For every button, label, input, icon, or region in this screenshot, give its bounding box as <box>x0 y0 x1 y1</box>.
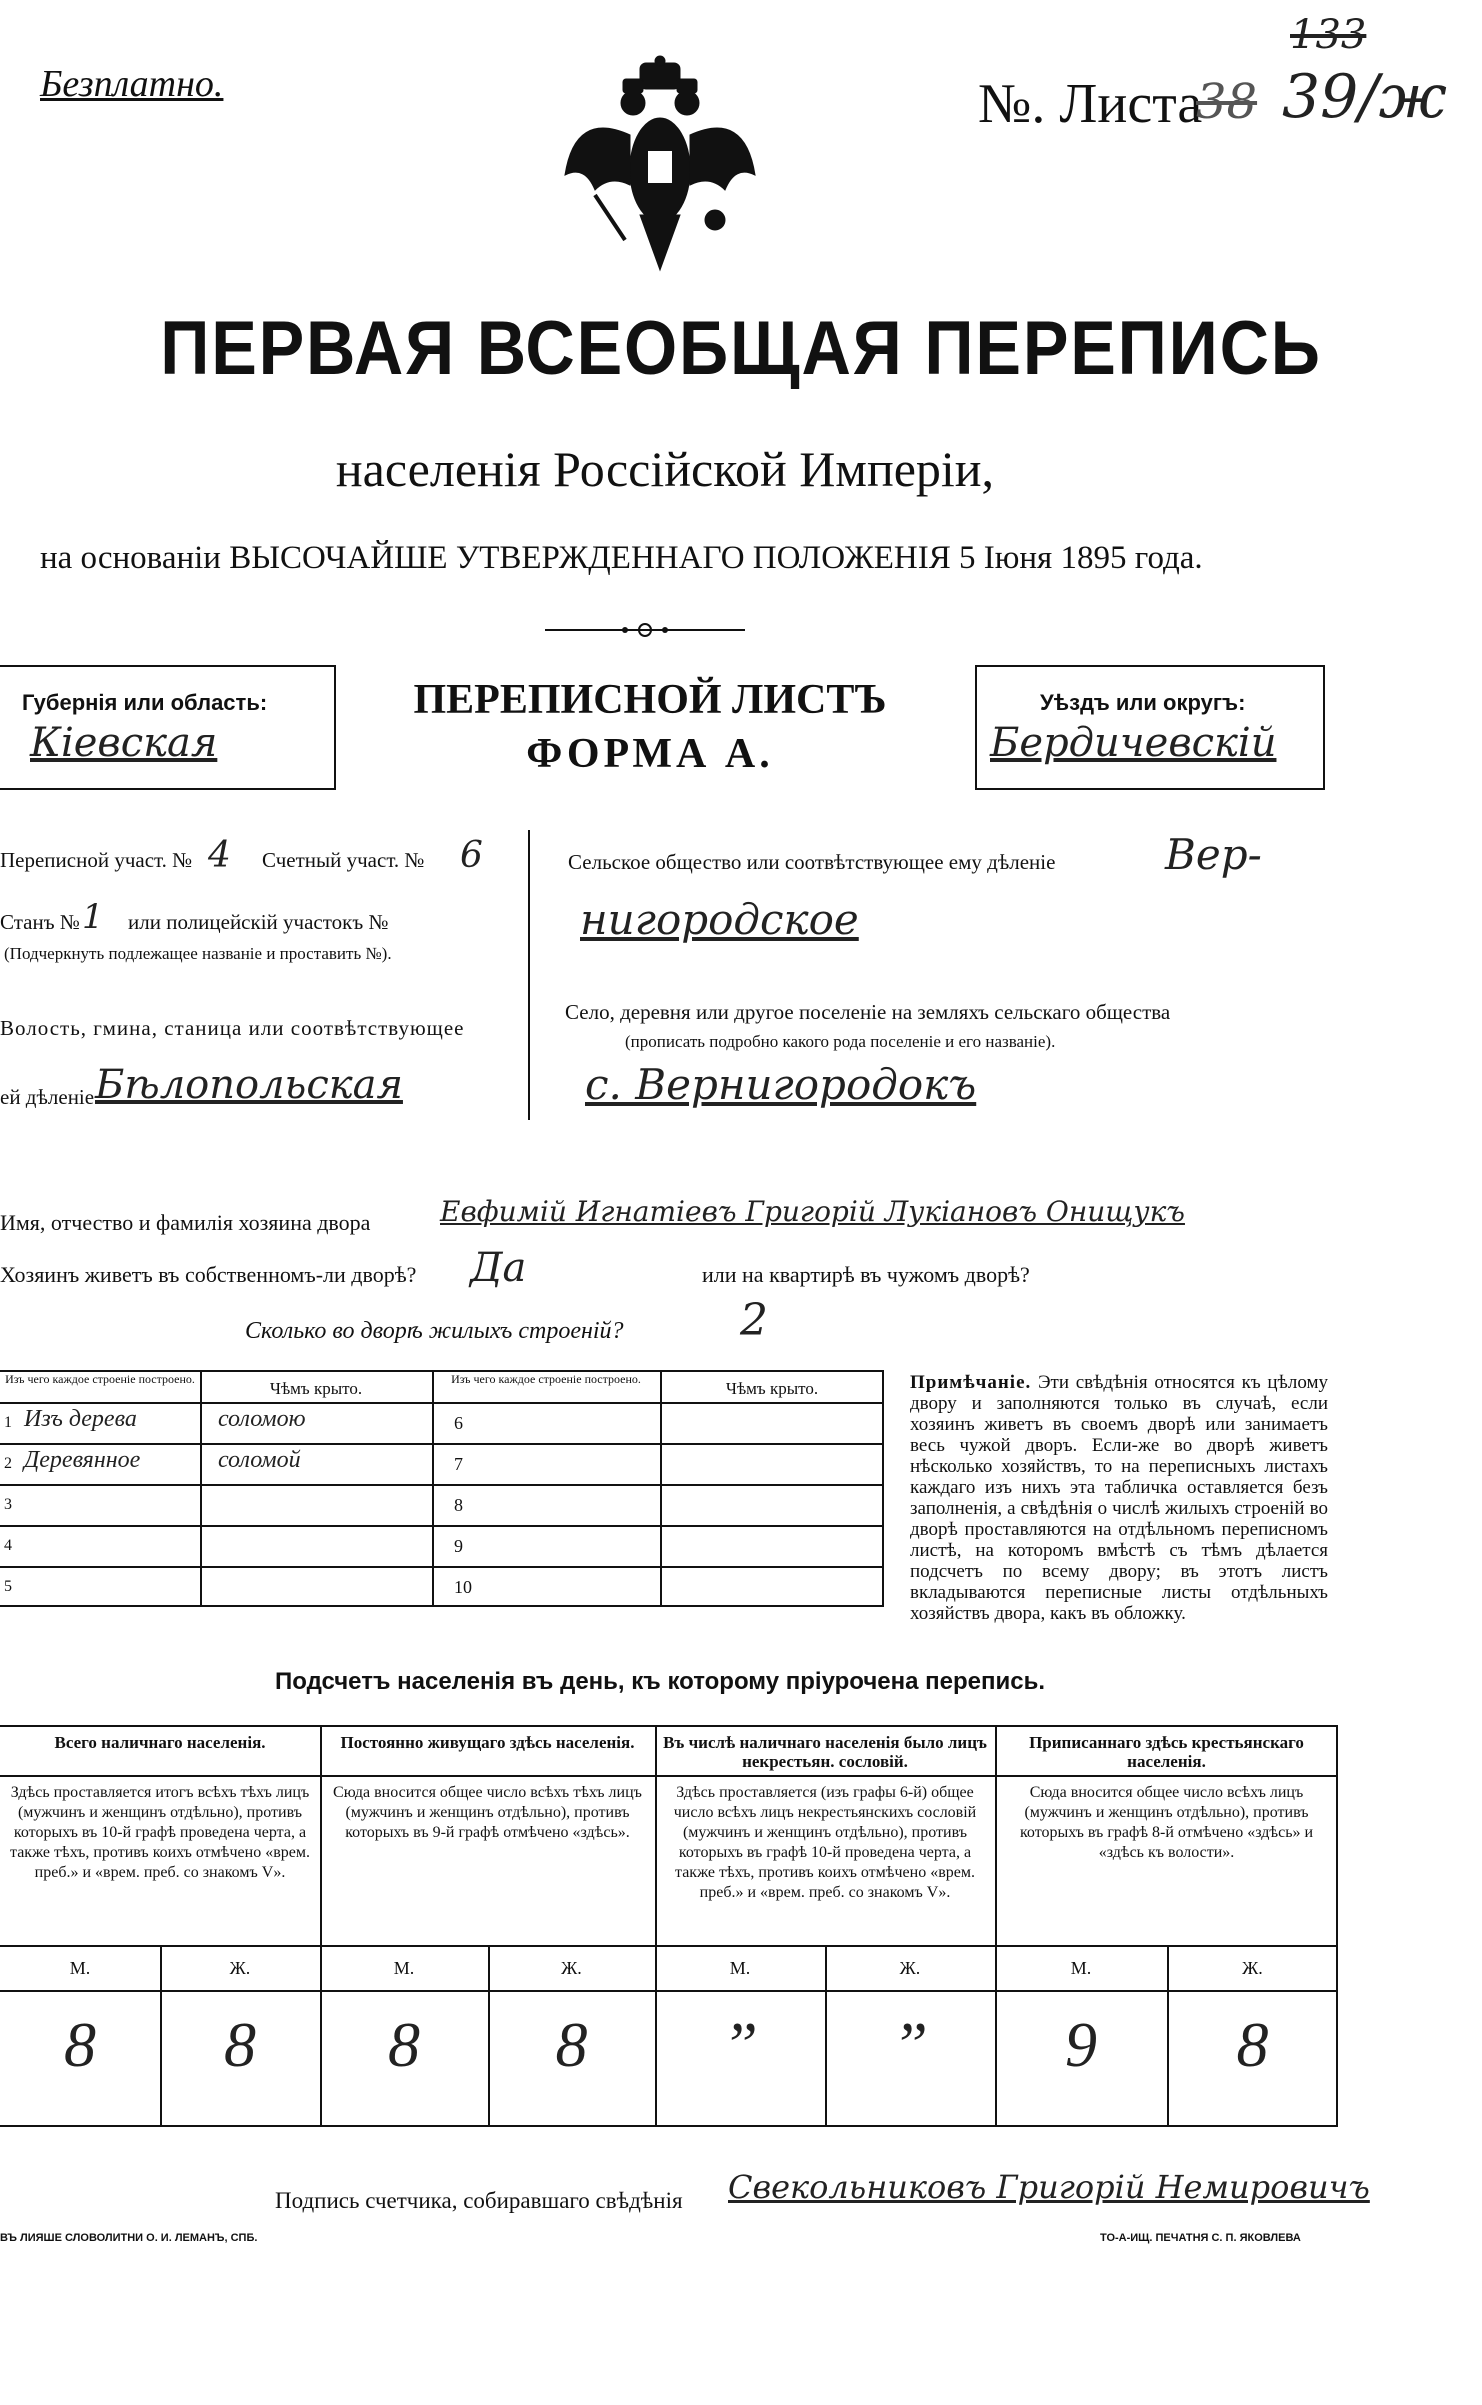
owner-name-value[interactable]: Евфимій Игнатіевъ Григорій Лукіановъ Онищукъ <box>440 1195 1185 1228</box>
free-label: Безплатно. <box>40 63 224 105</box>
gubernia-label: Губернія или область: <box>22 690 268 715</box>
population-col-desc: Сюда вносится общее число всѣхъ лицъ (мужчинъ и женщинъ отдѣльно), противъ которыхъ въ графѣ 8-й отмѣчено «здѣсь» и «здѣсь къ волости». <box>1019 1784 1314 1861</box>
census-section-value[interactable]: 4 <box>208 835 231 876</box>
sheet-number-value: 39/ж <box>1282 62 1447 132</box>
population-male-label: М. <box>1070 1958 1092 1978</box>
population-male-value[interactable]: 8 <box>388 2009 420 2080</box>
printer-left: ВЪ ЛИЯШЕ СЛОВОЛИТНИ О. И. ЛЕМАНЪ, СПБ. <box>0 2232 258 2244</box>
population-col-desc: Здѣсь проставляется (изъ графы 6-й) общее число всѣхъ лицъ некрестьянскихъ сословій (мужчинъ и женщинъ отдѣльно), противъ которыхъ въ графѣ 10-й проведена черта, а также тѣхъ, противъ коихъ отмѣчено «врем. преб.» и «врем. преб. со знакомъ V». <box>673 1784 977 1901</box>
stan-label: Станъ № <box>0 910 80 934</box>
remark-head: Примѣчаніе. <box>910 1372 1032 1393</box>
population-male-value[interactable]: ” <box>722 2009 758 2080</box>
population-male-label: М. <box>69 1958 91 1978</box>
population-female-label: Ж. <box>561 1958 582 1978</box>
village-value[interactable]: с. Вернигородокъ <box>585 1060 977 1109</box>
column-divider <box>528 830 530 1120</box>
buildings-count-label: Сколько во дворѣ жилыхъ строеній? <box>245 1318 624 1344</box>
archive-number: 133 <box>1290 12 1367 58</box>
population-col-head: Приписаннаго здѣсь крестьянскаго населенія. <box>1029 1733 1304 1771</box>
owner-own-yard-label: Хозяинъ живетъ въ собственномъ-ли дворѣ? <box>0 1262 417 1287</box>
population-female-label: Ж. <box>899 1958 921 1978</box>
population-col-desc: Сюда вносится общее число всѣхъ тѣхъ лицъ (мужчинъ и женщинъ отдѣльно), противъ которыхъ въ 9-й графѣ отмѣчено «здѣсь». <box>333 1784 642 1841</box>
stan-value[interactable]: 1 <box>82 897 104 937</box>
subtitle: населенія Россійской Имперіи, <box>335 441 995 497</box>
owner-name-label: Имя, отчество и фамилія хозяина двора <box>0 1210 371 1235</box>
village-note: (прописать подробно какого рода поселеніе и его названіе). <box>625 1032 1056 1051</box>
uezd-label: Уѣздъ или округъ: <box>1040 690 1246 715</box>
building-row-number: 3 <box>4 1496 12 1513</box>
population-male-value[interactable]: 8 <box>64 2009 96 2080</box>
volost-value[interactable]: Бѣлопольская <box>95 1062 403 1108</box>
police-label: или полицейскій участокъ № <box>128 910 389 934</box>
population-male-label: М. <box>393 1958 415 1978</box>
building-row-number-right: 8 <box>454 1495 463 1515</box>
population-female-value[interactable]: 8 <box>1236 2009 1269 2080</box>
building-roof[interactable]: соломой <box>218 1447 301 1473</box>
form-title: ПЕРЕПИСНОЙ ЛИСТЪ <box>413 677 887 723</box>
society-label: Сельское общество или соотвѣтствующее ему дѣленіе <box>568 850 1056 874</box>
remark <box>910 1372 1328 1624</box>
population-female-value[interactable]: ” <box>892 2009 928 2080</box>
printer-right: ТО-А-ИЩ. ПЕЧАТНЯ С. П. ЯКОВЛЕВА <box>1100 2232 1301 2244</box>
gubernia-value[interactable]: Кіевская <box>30 720 218 766</box>
underline-note: (Подчеркнуть подлежащее названіе и проставить №). <box>4 944 392 963</box>
building-row-number: 1 <box>4 1414 12 1431</box>
building-row-number-right: 6 <box>454 1413 463 1433</box>
remark-text: Эти свѣдѣнія относятся къ цѣлому двору и заполняются только въ случаѣ, если хозяинъ живетъ въ своемъ дворѣ или занимаетъ весь чужой дворъ. Если-же во дворѣ живетъ нѣсколько хозяйствъ, то на переписныхъ листахъ каждаго изъ нихъ эта табличка оставляется безъ заполненія, а свѣдѣнія о числѣ жилыхъ строеній во дворѣ проставляются на отдѣльномъ переписномъ листѣ, на которомъ вмѣстѣ съ тѣмъ дѣлается подсчетъ по всему двору; въ этотъ листъ вкладываются переписные листы отдѣльныхъ хозяйствъ двора, какъ въ обложку. <box>910 1372 1328 1624</box>
building-material[interactable]: Деревянное <box>24 1447 141 1473</box>
sheet-number-label: №. Листа <box>978 73 1203 135</box>
building-row-number-right: 10 <box>454 1577 472 1597</box>
society-value-2[interactable]: нигородское <box>580 895 859 944</box>
village-label: Село, деревня или другое поселеніе на земляхъ сельскаго общества <box>565 1000 1171 1024</box>
population-col-head: Въ числѣ наличнаго населенія было лицъ некрестьян. сословій. <box>663 1733 987 1771</box>
volost-label: Волость, гмина, станица или соотвѣтствующее <box>0 1016 465 1040</box>
buildings-material-header: Изъ чего каждое строеніе построено. <box>5 1372 195 1386</box>
population-col-head: Постоянно живущаго здѣсь населенія. <box>340 1733 635 1752</box>
count-section-label: Счетный участ. № <box>262 848 425 872</box>
building-row-number-right: 7 <box>454 1454 463 1474</box>
owner-rent-label: или на квартирѣ въ чужомъ дворѣ? <box>702 1262 1030 1287</box>
division-label: ей дѣленіе <box>0 1085 95 1109</box>
owner-own-yard-value[interactable]: Да <box>470 1245 527 1291</box>
population-col-desc: Здѣсь проставляется итогъ всѣхъ тѣхъ лицъ (мужчинъ и женщинъ отдѣльно), противъ которыхъ въ 10-й графѣ проведена черта, а также тѣхъ, противъ коихъ отмѣчено «врем. преб.» и «врем. преб. со знакомъ V». <box>10 1784 310 1881</box>
buildings-material-header-2: Изъ чего каждое строеніе построено. <box>451 1372 641 1386</box>
main-title: ПЕРВАЯ ВСЕОБЩАЯ ПЕРЕПИСЬ <box>160 306 1322 391</box>
imperial-eagle-emblem <box>555 55 765 285</box>
population-female-label: Ж. <box>229 1958 251 1978</box>
building-row-number-right: 9 <box>454 1536 463 1556</box>
sheet-number-struck: 38 <box>1196 74 1258 130</box>
uezd-value[interactable]: Бердичевскій <box>990 720 1277 766</box>
population-male-value[interactable]: 9 <box>1065 2009 1097 2080</box>
basis-line: на основаніи ВЫСОЧАЙШЕ УТВЕРЖДЕННАГО ПОЛОЖЕНІЯ 5 Іюня 1895 года. <box>40 540 1203 576</box>
buildings-count-value[interactable]: 2 <box>740 1295 768 1346</box>
building-material[interactable]: Изъ дерева <box>24 1406 137 1432</box>
signature-label: Подпись счетчика, собиравшаго свѣдѣнія <box>275 2188 683 2213</box>
population-female-value[interactable]: 8 <box>224 2009 256 2080</box>
population-male-label: М. <box>729 1958 751 1978</box>
population-female-value[interactable]: 8 <box>555 2009 588 2080</box>
population-title: Подсчетъ населенія въ день, къ которому пріурочена перепись. <box>275 1668 1045 1695</box>
buildings-roof-header-2: Чѣмъ крыто. <box>725 1379 819 1398</box>
building-row-number: 4 <box>4 1537 12 1554</box>
building-row-number: 5 <box>4 1578 12 1595</box>
building-roof[interactable]: соломою <box>218 1406 306 1432</box>
signature-value[interactable]: Свекольниковъ Григорій Немировичъ <box>728 2168 1370 2206</box>
ornament-divider <box>545 620 745 640</box>
buildings-roof-header: Чѣмъ крыто. <box>269 1379 363 1398</box>
society-value-1[interactable]: Вер- <box>1165 830 1262 879</box>
building-row-number: 2 <box>4 1455 12 1472</box>
count-section-value[interactable]: 6 <box>460 835 483 876</box>
population-female-label: Ж. <box>1242 1958 1263 1978</box>
population-col-head: Всего наличнаго населенія. <box>54 1733 266 1752</box>
form-name: ФОРМА А. <box>526 731 774 777</box>
census-section-label: Переписной участ. № <box>0 848 193 872</box>
